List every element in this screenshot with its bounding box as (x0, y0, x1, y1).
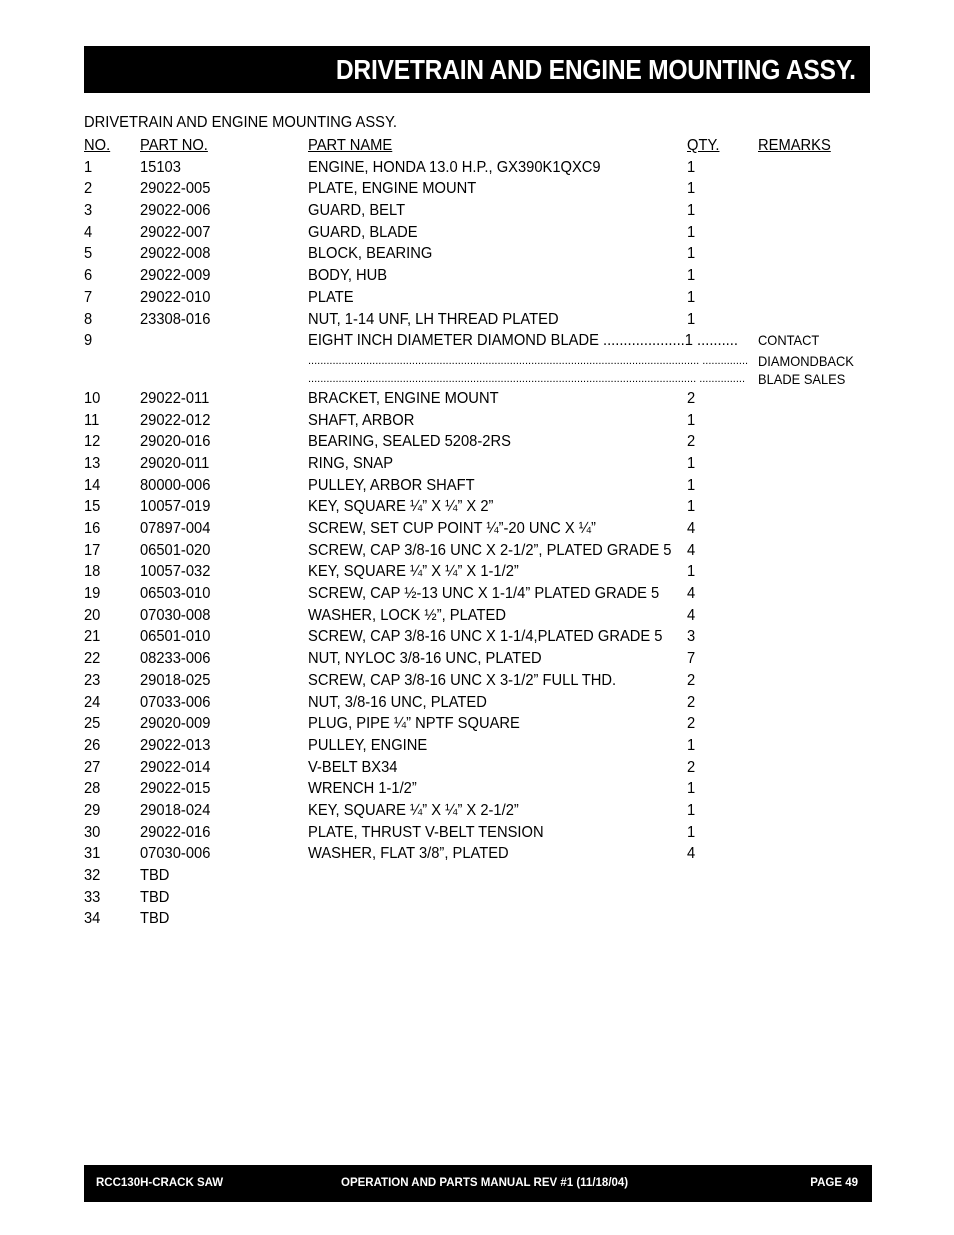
table-row (84, 309, 884, 331)
item-number: 3 (84, 202, 93, 220)
quantity: 1 (687, 780, 696, 798)
item-number: 16 (84, 520, 101, 537)
table-row (84, 561, 884, 583)
part-number: 29022-013 (140, 736, 211, 754)
quantity: 1 (687, 454, 696, 472)
part-number: 06503-010 (140, 585, 211, 603)
quantity: 2 (687, 671, 696, 689)
table-row (84, 388, 884, 410)
part-number: 29022-009 (140, 267, 211, 285)
table-row (84, 908, 884, 930)
quantity: 3 (687, 628, 696, 646)
footer-manual: OPERATION AND PARTS MANUAL REV #1 (11/18/04) (341, 1177, 629, 1189)
item-number: 1 (84, 158, 93, 176)
item-number: 34 (84, 910, 101, 928)
table-row (84, 496, 884, 518)
part-number: 29020-009 (140, 715, 211, 733)
quantity: 1 (687, 801, 696, 819)
part-number: TBD (140, 888, 170, 906)
part-number: TBD (140, 867, 170, 884)
quantity: 1 (687, 245, 696, 263)
table-row (84, 583, 884, 605)
item-number: 9 (84, 332, 93, 350)
item-number: 21 (84, 628, 101, 646)
part-name: NUT, NYLOC 3/8-16 UNC, PLATED (308, 650, 542, 668)
part-number: 08233-006 (140, 650, 211, 668)
part-name: GUARD, BELT (308, 202, 406, 220)
part-number: 07030-008 (140, 606, 211, 624)
item-number: 12 (84, 433, 101, 451)
item-number: 27 (84, 758, 101, 776)
quantity: 4 (687, 606, 696, 624)
table-row (84, 330, 884, 352)
part-name: RING, SNAP (308, 454, 394, 472)
part-name: GUARD, BLADE (308, 223, 418, 241)
item-number: 28 (84, 780, 101, 798)
item-number: 32 (84, 867, 101, 884)
table-row (84, 778, 884, 800)
item-number: 15 (84, 498, 101, 516)
part-name: SHAFT, ARBOR (308, 411, 415, 429)
part-number: 15103 (140, 158, 181, 176)
item-number: 30 (84, 823, 101, 841)
part-name: PULLEY, ENGINE (308, 736, 428, 754)
part-number: 29022-007 (140, 223, 211, 241)
quantity: 1 (687, 180, 696, 198)
part-name: KEY, SQUARE ¼” X ¼” X 2-1/2” (308, 801, 519, 819)
part-number: 29022-006 (140, 202, 211, 220)
item-number: 22 (84, 650, 101, 668)
part-name: WASHER, LOCK ½”, PLATED (308, 606, 506, 624)
remarks-text: BLADE SALES (758, 370, 846, 387)
header-qty: QTY. (687, 137, 720, 154)
part-number: 06501-020 (140, 541, 211, 559)
part-name: EIGHT INCH DIAMETER DIAMOND BLADE ....................1 .......... (308, 332, 738, 350)
part-number: 80000-006 (140, 476, 211, 494)
part-name: SCREW, CAP 3/8-16 UNC X 1-1/4,PLATED GRADE 5 (308, 628, 663, 646)
table-row (84, 265, 884, 287)
dot-leader: ................................................................................................................................ ............... (308, 354, 749, 367)
quantity: 1 (687, 202, 696, 220)
quantity: 4 (687, 520, 696, 537)
parts-table (84, 135, 884, 930)
item-number: 19 (84, 585, 101, 603)
part-number: 29022-016 (140, 823, 211, 841)
parts-table-header (84, 135, 884, 157)
quantity: 2 (687, 433, 696, 451)
quantity: 1 (687, 498, 696, 516)
part-name: ENGINE, HONDA 13.0 H.P., GX390K1QXC9 (308, 158, 601, 176)
part-name: KEY, SQUARE ¼” X ¼” X 1-1/2” (308, 563, 519, 581)
part-number: 29022-014 (140, 758, 211, 776)
section-heading: DRIVETRAIN AND ENGINE MOUNTING ASSY. (84, 114, 398, 131)
page-title: DRIVETRAIN AND ENGINE MOUNTING ASSY. (336, 53, 856, 85)
part-name: PLATE (308, 288, 354, 306)
part-number: 29020-016 (140, 433, 211, 451)
header-part-name: PART NAME (308, 137, 393, 154)
quantity: 4 (687, 541, 696, 559)
table-row (84, 670, 884, 692)
part-number: 23308-016 (140, 310, 211, 328)
table-row (84, 287, 884, 309)
part-number: 29018-025 (140, 671, 211, 689)
part-name: SCREW, SET CUP POINT ¼”-20 UNC X ¼” (308, 520, 596, 537)
quantity: 2 (687, 758, 696, 776)
quantity: 2 (687, 693, 696, 711)
table-row (84, 822, 884, 844)
quantity: 1 (687, 288, 696, 306)
part-number: 10057-032 (140, 563, 211, 581)
part-name: PLATE, ENGINE MOUNT (308, 180, 477, 198)
quantity: 1 (687, 563, 696, 581)
item-number: 17 (84, 541, 101, 559)
item-number: 7 (84, 288, 93, 306)
header-remarks: REMARKS (758, 137, 831, 154)
table-row (84, 475, 884, 497)
part-name: WASHER, FLAT 3/8”, PLATED (308, 845, 509, 863)
item-number: 29 (84, 801, 101, 819)
footer-model: RCC130H-CRACK SAW (96, 1177, 224, 1189)
table-row (84, 200, 884, 222)
quantity: 2 (687, 715, 696, 733)
part-name: KEY, SQUARE ¼” X ¼” X 2” (308, 498, 494, 516)
part-number: 29022-015 (140, 780, 211, 798)
item-number: 23 (84, 671, 101, 689)
header-part-no: PART NO. (140, 137, 208, 154)
part-name: V-BELT BX34 (308, 758, 398, 776)
table-row (84, 518, 884, 540)
part-name: NUT, 3/8-16 UNC, PLATED (308, 693, 487, 711)
item-number: 6 (84, 267, 93, 285)
part-number: 07897-004 (140, 520, 211, 537)
item-number: 20 (84, 606, 101, 624)
part-name: SCREW, CAP 3/8-16 UNC X 2-1/2”, PLATED GRADE 5 (308, 541, 672, 559)
quantity: 2 (687, 389, 696, 407)
table-row (84, 713, 884, 735)
part-name: PLATE, THRUST V-BELT TENSION (308, 823, 544, 841)
item-number: 24 (84, 693, 101, 711)
table-row (84, 648, 884, 670)
quantity: 1 (687, 823, 696, 841)
table-row (84, 453, 884, 475)
table-row (84, 757, 884, 779)
quantity: 1 (687, 223, 696, 241)
part-number: 29022-008 (140, 245, 211, 263)
part-name: BEARING, SEALED 5208-2RS (308, 433, 511, 451)
item-number: 5 (84, 245, 93, 263)
part-name: WRENCH 1-1/2” (308, 780, 417, 798)
remarks-text: DIAMONDBACK (758, 352, 854, 369)
table-row (84, 605, 884, 627)
item-number: 8 (84, 310, 93, 328)
blade-note-line (84, 370, 884, 388)
table-row (84, 692, 884, 714)
item-number: 14 (84, 476, 101, 494)
table-row (84, 887, 884, 909)
table-row (84, 178, 884, 200)
part-number: 07030-006 (140, 845, 211, 863)
parts-rows-first (84, 157, 884, 352)
quantity: 1 (687, 267, 696, 285)
part-name: SCREW, CAP ½-13 UNC X 1-1/4” PLATED GRADE 5 (308, 585, 660, 603)
part-name: PULLEY, ARBOR SHAFT (308, 476, 475, 494)
quantity: 7 (687, 650, 696, 668)
table-row (84, 865, 884, 887)
table-row (84, 243, 884, 265)
part-name: NUT, 1-14 UNF, LH THREAD PLATED (308, 310, 559, 328)
table-row (84, 735, 884, 757)
quantity: 4 (687, 585, 696, 603)
part-number: 07033-006 (140, 693, 211, 711)
part-number: 29022-005 (140, 180, 211, 198)
table-row (84, 431, 884, 453)
item-number: 2 (84, 180, 93, 198)
item-number: 10 (84, 389, 101, 407)
part-name: PLUG, PIPE ¼” NPTF SQUARE (308, 715, 520, 733)
page-title-bar (84, 46, 870, 93)
table-row (84, 222, 884, 244)
quantity: 1 (687, 476, 696, 494)
quantity: 1 (687, 736, 696, 754)
table-row (84, 540, 884, 562)
blade-note-line (84, 352, 884, 370)
item-number: 11 (84, 411, 100, 429)
part-name: SCREW, CAP 3/8-16 UNC X 3-1/2” FULL THD. (308, 671, 617, 689)
footer-page-number: PAGE 49 (810, 1177, 858, 1189)
part-number: 29020-011 (140, 454, 210, 472)
item-number: 4 (84, 223, 93, 241)
table-row (84, 843, 884, 865)
part-name: BODY, HUB (308, 267, 388, 285)
part-number: 29022-010 (140, 288, 211, 306)
table-row (84, 800, 884, 822)
part-name: BRACKET, ENGINE MOUNT (308, 389, 499, 407)
table-row (84, 626, 884, 648)
quantity: 1 (687, 310, 696, 328)
dot-leader: ............................................................................................................................... ............... (308, 372, 746, 385)
part-number: TBD (140, 910, 170, 928)
part-number: 29018-024 (140, 801, 211, 819)
part-number: 29022-011 (140, 389, 210, 407)
part-name: BLOCK, BEARING (308, 245, 433, 263)
part-number: 10057-019 (140, 498, 211, 516)
item-number: 25 (84, 715, 101, 733)
item-number: 33 (84, 888, 101, 906)
item-number: 31 (84, 845, 101, 863)
quantity: 4 (687, 845, 696, 863)
table-row (84, 410, 884, 432)
part-number: 06501-010 (140, 628, 211, 646)
quantity: 1 (687, 158, 696, 176)
remarks: CONTACT (758, 332, 820, 349)
part-number: 29022-012 (140, 411, 211, 429)
table-row (84, 157, 884, 179)
item-number: 26 (84, 736, 101, 754)
quantity: 1 (687, 411, 696, 429)
header-no: NO. (84, 137, 111, 154)
item-number: 13 (84, 454, 101, 472)
parts-rows-second (84, 388, 884, 930)
page-footer (84, 1165, 872, 1202)
item-number: 18 (84, 563, 101, 581)
